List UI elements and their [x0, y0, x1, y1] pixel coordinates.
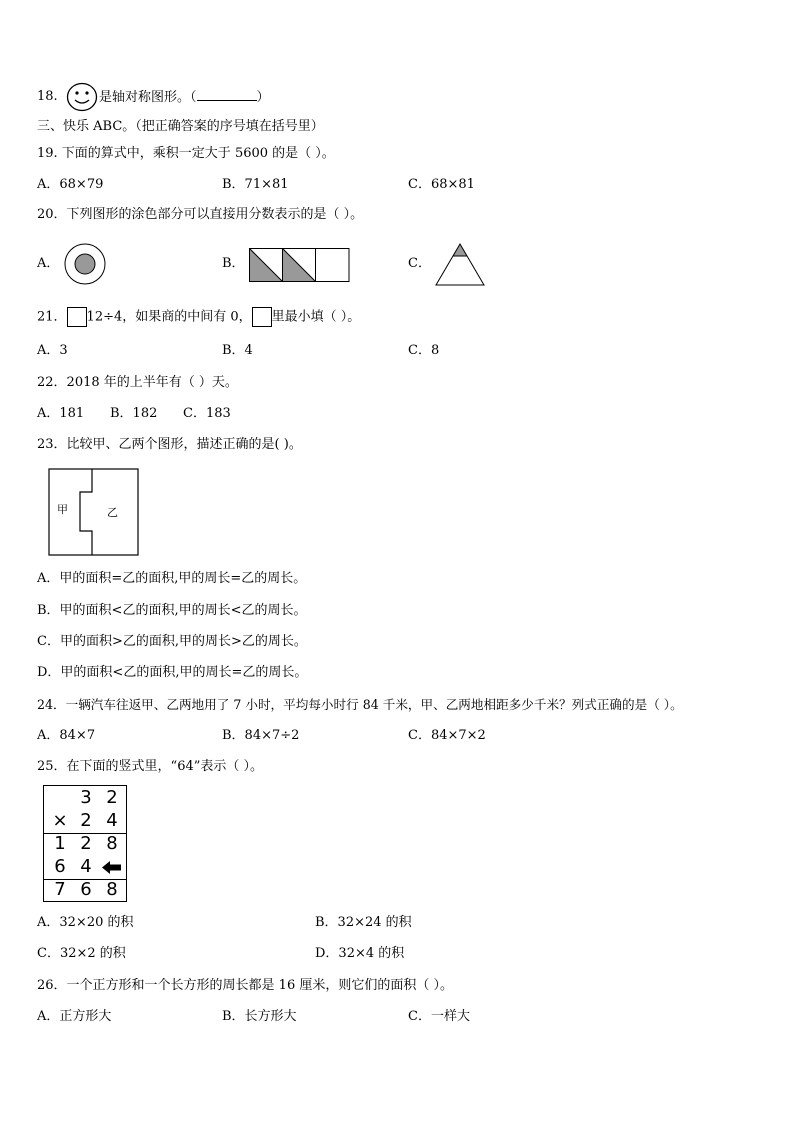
triangle-figure [435, 243, 485, 286]
q23-option-c[interactable]: C．甲的面积>乙的面积,甲的周长>乙的周长。 [37, 634, 307, 649]
calc-cell: × [52, 810, 68, 831]
q21-digit-box-1[interactable] [67, 307, 87, 327]
q20-option-b[interactable]: B． [222, 256, 245, 271]
q22-option-a[interactable]: A．181 [37, 406, 85, 421]
q24-option-a[interactable]: A．84×7 [37, 728, 96, 743]
q18-line [37, 89, 58, 105]
calc-row-5 [44, 879, 126, 901]
q26-stem: 26．一个正方形和一个长方形的周长都是 16 厘米，则它们的面积（ ）。 [37, 978, 453, 993]
q23-label-jia: 甲 [57, 503, 68, 516]
q19-option-a[interactable]: A．68×79 [37, 177, 104, 192]
calc-cell: 6 [54, 856, 66, 877]
q23-option-a[interactable]: A．甲的面积=乙的面积,甲的周长=乙的周长。 [37, 571, 307, 586]
calc-cell: 8 [106, 879, 118, 900]
calc-cell: 6 [80, 879, 92, 900]
q25-option-a[interactable]: A．32×20 的积 [37, 915, 134, 930]
concentric-circles-figure [64, 243, 106, 285]
calc-cell: 2 [80, 833, 92, 854]
q18-answer-blank[interactable] [197, 89, 257, 101]
q23-option-b[interactable]: B．甲的面积<乙的面积,甲的周长<乙的周长。 [37, 603, 307, 618]
q18-number: 18. [37, 89, 58, 104]
q20-option-c[interactable]: C． [408, 256, 431, 271]
q21-option-c[interactable]: C．8 [408, 343, 440, 358]
calc-row-2 [44, 810, 126, 832]
q23-label-yi: 乙 [107, 506, 118, 519]
q21-option-a[interactable]: A．3 [37, 343, 68, 358]
q25-option-b[interactable]: B．32×24 的积 [315, 915, 412, 930]
left-arrow-icon [102, 861, 122, 874]
q26-option-b[interactable]: B．长方形大 [222, 1009, 297, 1024]
calc-cell: 2 [106, 787, 118, 808]
calc-cell: 4 [80, 856, 92, 877]
q21-number: 21． [37, 309, 67, 325]
q21-digit-box-2[interactable] [252, 307, 272, 327]
calc-row-4 [44, 856, 126, 878]
calc-cell: 2 [80, 810, 92, 831]
q25-option-d[interactable]: D．32×4 的积 [315, 946, 405, 961]
q21-end-text: 里最小填（ ）。 [271, 309, 361, 325]
q21-option-b[interactable]: B．4 [222, 343, 253, 358]
q26-option-c[interactable]: C．一样大 [408, 1009, 470, 1024]
q19-option-b[interactable]: B．71×81 [222, 177, 289, 192]
calc-cell: 3 [80, 787, 92, 808]
q18-text: 是轴对称图形。（ [99, 90, 197, 105]
three-squares-figure [249, 248, 350, 282]
calc-cell: 4 [106, 810, 118, 831]
q26-option-a[interactable]: A．正方形大 [37, 1009, 112, 1024]
q21-mid-text: 12÷4，如果商的中间有 0， [86, 309, 252, 325]
smiley-face-icon [66, 82, 98, 112]
q18-text-line [99, 89, 270, 106]
q23-stem: 23．比较甲、乙两个图形，描述正确的是( )。 [37, 437, 302, 452]
q22-option-c[interactable]: C．183 [183, 406, 231, 421]
q20-option-a[interactable]: A． [37, 256, 60, 271]
q20-stem: 20．下列图形的涂色部分可以直接用分数表示的是（ ）。 [37, 207, 364, 222]
q23-option-d[interactable]: D．甲的面积<乙的面积,甲的周长=乙的周长。 [37, 665, 308, 680]
calc-cell: 8 [106, 833, 118, 854]
q24-option-c[interactable]: C．84×7×2 [408, 728, 486, 743]
q22-option-b[interactable]: B．182 [110, 406, 158, 421]
q25-stem: 25．在下面的竖式里，“64”表示（ ）。 [37, 759, 264, 774]
q22-stem: 22．2018 年的上半年有（ ）天。 [37, 375, 238, 390]
calc-row-3 [44, 833, 126, 855]
calc-cell: 7 [54, 879, 66, 900]
section-title: 三、快乐 ABC。（把正确答案的序号填在括号里） [37, 119, 324, 134]
q19-stem: 19. 下面的算式中，乘积一定大于 5600 的是（ ）。 [37, 146, 335, 161]
q25-option-c[interactable]: C．32×2 的积 [37, 946, 126, 961]
calc-cell: 1 [54, 833, 66, 854]
q24-option-b[interactable]: B．84×7÷2 [222, 728, 300, 743]
calc-row-1 [44, 787, 126, 809]
q24-stem: 24．一辆汽车往返甲、乙两地用了 7 小时，平均每小时行 84 千米，甲、乙两地相距多少千米？列式正确的是（ ）。 [37, 697, 683, 712]
q19-option-c[interactable]: C．68×81 [408, 177, 475, 192]
vertical-multiplication [43, 785, 127, 902]
q21-line [37, 307, 360, 327]
q18-close: ） [256, 90, 270, 105]
